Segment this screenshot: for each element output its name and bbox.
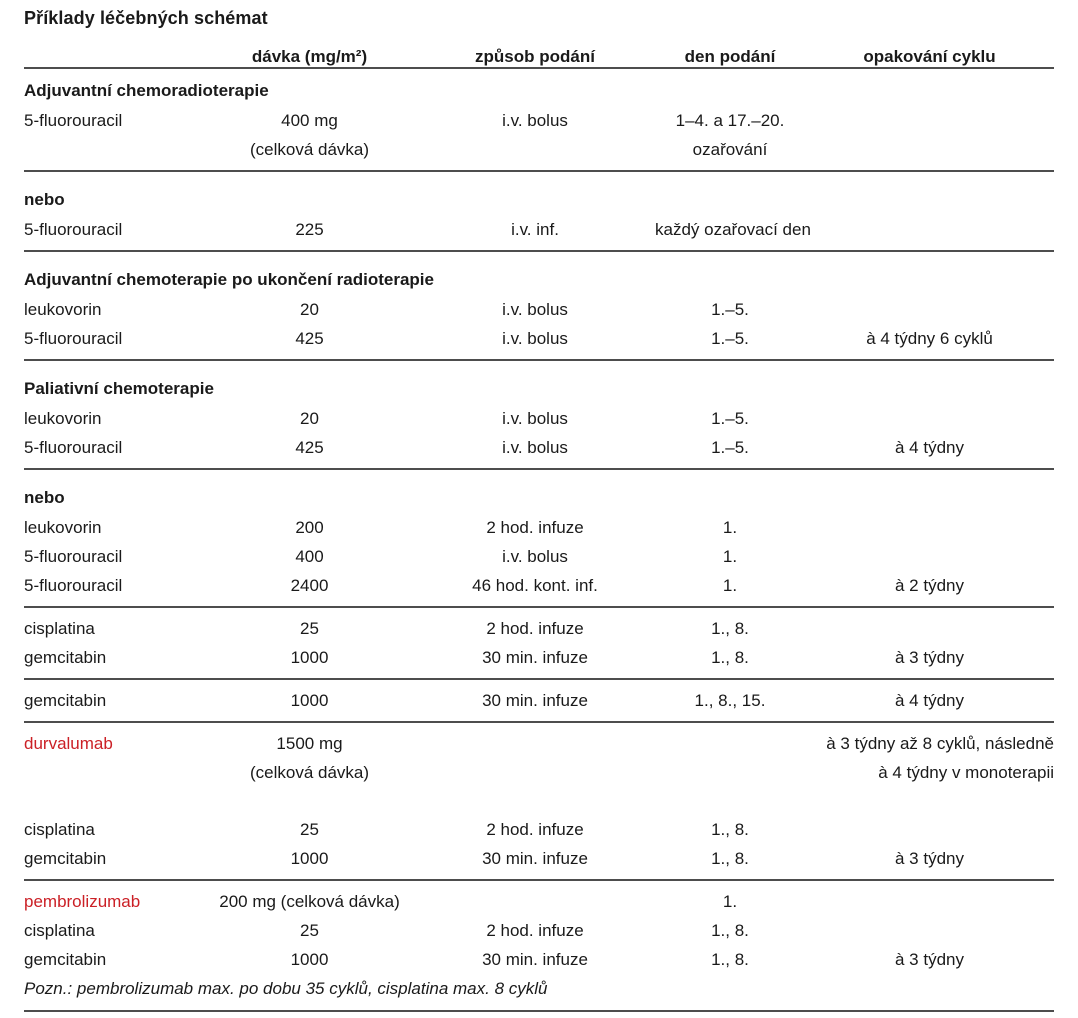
drug-name-cell: 5-fluorouracil <box>24 328 123 348</box>
day-cell: 1., 8. <box>711 848 749 868</box>
cycle-cell: à 4 týdny <box>895 437 964 457</box>
divider-cell <box>24 164 1054 178</box>
drug-name-cell <box>24 135 204 164</box>
drug-name-cell: leukovorin <box>24 408 102 428</box>
section-row <box>24 178 1054 215</box>
route-cell: 46 hod. kont. inf. <box>472 575 598 595</box>
table-row <box>24 844 1054 873</box>
table-row <box>24 758 1054 787</box>
drug-name-cell: durvalumab <box>24 733 113 753</box>
dose-cell: 400 <box>295 546 324 566</box>
column-header-route: způsob podání <box>415 33 655 68</box>
cycle-cell <box>805 815 1054 844</box>
drug-name-cell: gemcitabin <box>24 647 107 667</box>
day-cell: 1., 8., 15. <box>694 690 766 710</box>
route-cell: 30 min. infuze <box>482 848 588 868</box>
column-header-drug <box>24 33 204 68</box>
section-label: Adjuvantní chemoterapie po ukončení radioterapie <box>24 270 434 289</box>
horizontal-rule <box>24 1010 1054 1012</box>
table-row <box>24 513 1054 542</box>
cycle-cell <box>805 916 1054 945</box>
drug-name-cell: gemcitabin <box>24 690 107 710</box>
section-label: Adjuvantní chemoradioterapie <box>24 81 269 100</box>
horizontal-rule <box>24 606 1054 608</box>
day-cell: 1.–5. <box>711 328 749 348</box>
route-cell: 2 hod. infuze <box>486 618 584 638</box>
dose-cell: 225 <box>295 219 324 239</box>
drug-name-cell: leukovorin <box>24 517 102 537</box>
table-row <box>24 643 1054 672</box>
dose-cell: (celková dávka) <box>249 139 370 159</box>
section-row <box>24 258 1054 295</box>
drug-name-cell: cisplatina <box>24 920 95 940</box>
dose-cell: 1000 <box>290 647 329 667</box>
dose-cell: 1000 <box>290 949 329 969</box>
divider-cell <box>24 715 1054 729</box>
divider-cell <box>24 353 1054 367</box>
section-row <box>24 68 1054 106</box>
section-label: nebo <box>24 488 65 507</box>
drug-name-cell: pembrolizumab <box>24 891 141 911</box>
cycle-cell <box>805 887 1054 916</box>
section-row <box>24 367 1054 404</box>
route-cell: i.v. bolus <box>502 546 568 566</box>
drug-name-cell: cisplatina <box>24 618 95 638</box>
table-row <box>24 135 1054 164</box>
spacer-cell <box>24 787 1054 815</box>
dose-cell: 20 <box>300 408 319 428</box>
horizontal-rule <box>24 359 1054 361</box>
day-cell: 1., 8. <box>711 920 749 940</box>
section-row <box>24 476 1054 513</box>
dose-cell: 425 <box>295 328 324 348</box>
divider-cell <box>24 1004 1054 1018</box>
cycle-cell <box>805 404 1054 433</box>
divider-row <box>24 462 1054 476</box>
drug-name-cell: 5-fluorouracil <box>24 219 123 239</box>
route-cell: 2 hod. infuze <box>486 517 584 537</box>
route-cell <box>415 729 655 758</box>
route-cell <box>415 887 655 916</box>
cycle-cell <box>805 135 1054 164</box>
section-label: Paliativní chemoterapie <box>24 379 214 398</box>
spacer-row <box>24 787 1054 815</box>
table-row <box>24 729 1054 758</box>
dose-cell: 25 <box>300 920 319 940</box>
horizontal-rule <box>24 721 1054 723</box>
column-header-day: den podání <box>655 33 805 68</box>
route-cell <box>415 758 655 787</box>
table-row <box>24 324 1054 353</box>
table-row <box>24 815 1054 844</box>
dose-cell: 1000 <box>290 690 329 710</box>
table-body <box>24 68 1054 1018</box>
table-row <box>24 433 1054 462</box>
day-cell: 1. <box>722 517 738 537</box>
day-cell: 1., 8. <box>711 647 749 667</box>
divider-row <box>24 353 1054 367</box>
drug-name-cell: 5-fluorouracil <box>24 575 123 595</box>
dose-cell: 2400 <box>290 575 329 595</box>
dose-cell: 400 mg <box>281 110 338 130</box>
divider-row <box>24 600 1054 614</box>
divider-row <box>24 164 1054 178</box>
note-row <box>24 974 1054 1004</box>
dose-cell: 1000 <box>290 848 329 868</box>
table-row <box>24 686 1054 715</box>
table-row <box>24 404 1054 433</box>
route-cell: 2 hod. infuze <box>486 819 584 839</box>
day-cell: 1. <box>722 891 738 911</box>
route-cell: 30 min. infuze <box>482 949 588 969</box>
cycle-cell <box>805 542 1054 571</box>
horizontal-rule <box>24 879 1054 881</box>
horizontal-rule <box>24 250 1054 252</box>
table-row <box>24 106 1054 135</box>
cycle-cell: à 3 týdny <box>895 949 964 969</box>
cycle-cell: à 4 týdny v monoterapii <box>878 762 1054 782</box>
divider-row <box>24 715 1054 729</box>
dose-cell: (celková dávka) <box>249 762 370 782</box>
divider-cell <box>24 244 1054 258</box>
table-row <box>24 614 1054 643</box>
horizontal-rule <box>24 170 1054 172</box>
drug-name-cell: 5-fluorouracil <box>24 546 123 566</box>
day-cell: 1.–5. <box>711 437 749 457</box>
drug-name-cell: cisplatina <box>24 819 95 839</box>
drug-name-cell: gemcitabin <box>24 949 107 969</box>
divider-row <box>24 1004 1054 1018</box>
route-cell: i.v. bolus <box>502 437 568 457</box>
divider-cell <box>24 600 1054 614</box>
cycle-cell: à 2 týdny <box>895 575 964 595</box>
day-cell: 1., 8. <box>711 949 749 969</box>
divider-cell <box>24 462 1054 476</box>
drug-name-cell: 5-fluorouracil <box>24 437 123 457</box>
cycle-cell: à 3 týdny <box>895 848 964 868</box>
table-title: Příklady léčebných schémat <box>24 8 268 28</box>
horizontal-rule <box>24 468 1054 470</box>
cycle-cell <box>805 513 1054 542</box>
divider-row <box>24 244 1054 258</box>
drug-name-cell: gemcitabin <box>24 848 107 868</box>
treatment-schemes-table <box>24 33 1054 1018</box>
route-cell: 2 hod. infuze <box>486 920 584 940</box>
day-cell: každý ozařovací den <box>655 219 811 239</box>
column-header-cycle: opakování cyklu <box>805 33 1054 68</box>
dose-cell: 1500 mg <box>276 733 343 753</box>
drug-name-cell: 5-fluorouracil <box>24 110 123 130</box>
route-cell: 30 min. infuze <box>482 690 588 710</box>
day-cell: 1., 8. <box>711 618 749 638</box>
section-label: nebo <box>24 190 65 209</box>
table-row <box>24 945 1054 974</box>
cycle-cell: à 4 týdny <box>895 690 964 710</box>
table-row <box>24 887 1054 916</box>
table-row <box>24 295 1054 324</box>
day-cell: ozařování <box>692 139 768 159</box>
route-cell: i.v. bolus <box>502 110 568 130</box>
table-row <box>24 542 1054 571</box>
day-cell: 1.–5. <box>711 408 749 428</box>
route-cell: i.v. bolus <box>502 299 568 319</box>
cycle-cell: à 4 týdny 6 cyklů <box>866 328 993 348</box>
dose-cell: 200 <box>295 517 324 537</box>
cycle-cell: à 3 týdny až 8 cyklů, následně <box>826 733 1054 753</box>
day-cell: 1.–5. <box>711 299 749 319</box>
day-cell: 1. <box>722 575 738 595</box>
dose-cell: 20 <box>300 299 319 319</box>
cycle-cell <box>805 215 1054 244</box>
route-cell: 30 min. infuze <box>482 647 588 667</box>
table-row <box>24 916 1054 945</box>
drug-name-cell: leukovorin <box>24 299 102 319</box>
day-cell: 1–4. a 17.–20. <box>675 110 785 130</box>
route-cell: i.v. bolus <box>502 328 568 348</box>
dose-cell: 200 mg (celková dávka) <box>219 891 400 911</box>
header-row <box>24 33 1054 68</box>
horizontal-rule <box>24 678 1054 680</box>
table-row <box>24 571 1054 600</box>
cycle-cell: à 3 týdny <box>895 647 964 667</box>
dose-cell: 25 <box>300 819 319 839</box>
table-note: Pozn.: pembrolizumab max. po dobu 35 cyklů, cisplatina max. 8 cyklů <box>24 979 548 998</box>
dose-cell: 25 <box>300 618 319 638</box>
divider-cell <box>24 672 1054 686</box>
drug-name-cell <box>24 758 204 787</box>
day-cell: 1. <box>722 546 738 566</box>
dose-cell: 425 <box>295 437 324 457</box>
divider-row <box>24 672 1054 686</box>
cycle-cell <box>805 295 1054 324</box>
divider-cell <box>24 873 1054 887</box>
route-cell: i.v. inf. <box>511 219 559 239</box>
cycle-cell <box>805 614 1054 643</box>
table-row <box>24 215 1054 244</box>
day-cell: 1., 8. <box>711 819 749 839</box>
divider-row <box>24 873 1054 887</box>
cycle-cell <box>805 106 1054 135</box>
column-header-dose: dávka (mg/m²) <box>204 33 415 68</box>
route-cell <box>415 135 655 164</box>
route-cell: i.v. bolus <box>502 408 568 428</box>
